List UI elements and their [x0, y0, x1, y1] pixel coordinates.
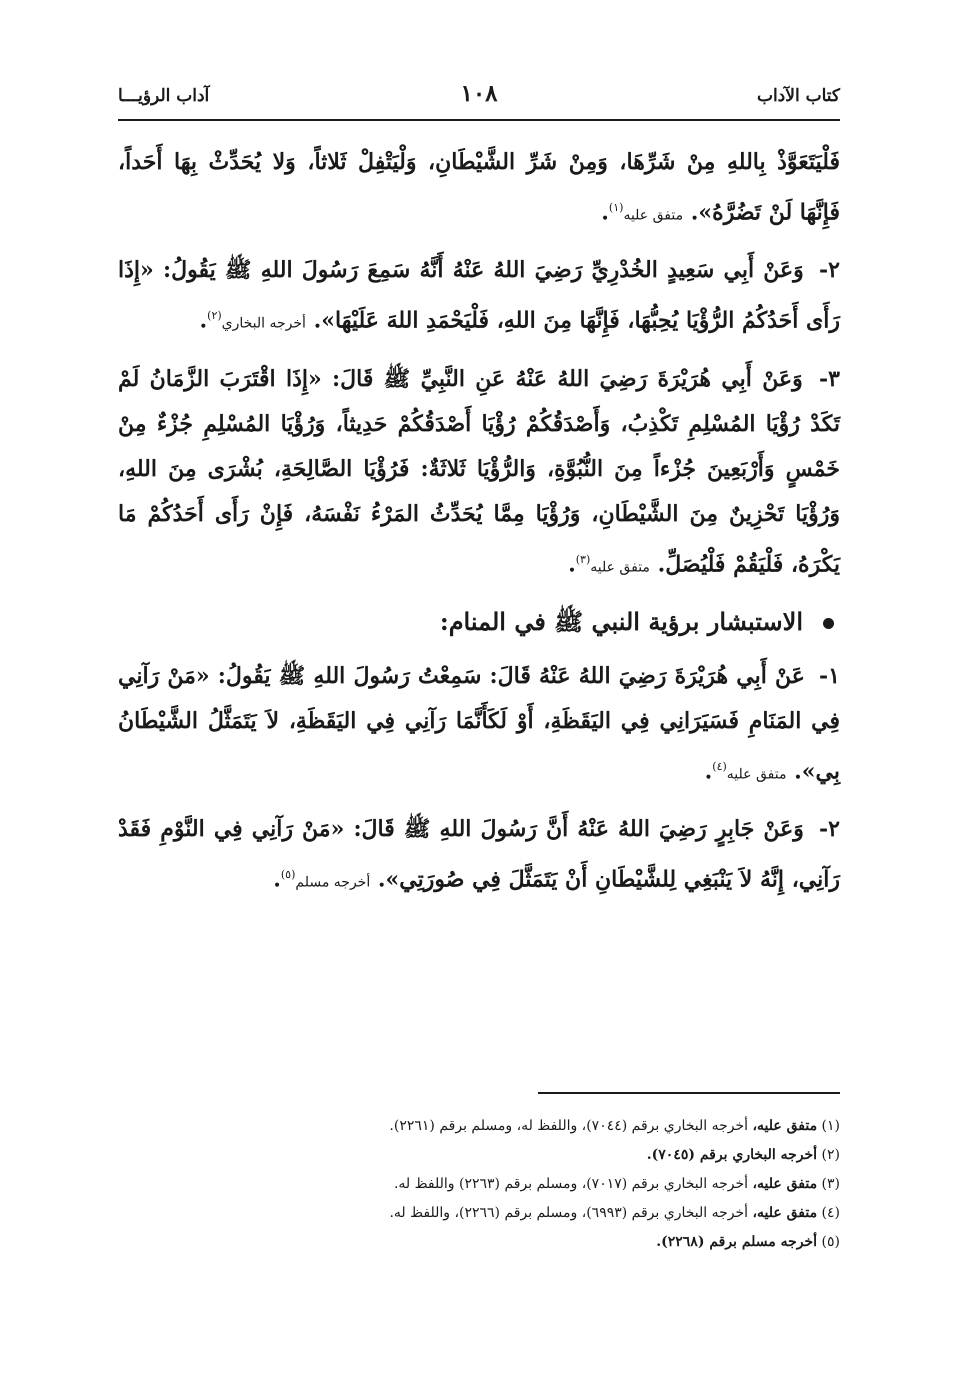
section-heading — [118, 600, 840, 644]
book-title: كتاب الآداب — [756, 86, 840, 106]
footnotes — [118, 1112, 840, 1257]
hadith-text: وَعَنْ جَابِرٍ رَضِيَ اللهُ عَنْهُ أَنَّ رَسُولَ اللهِ ﷺ قَالَ: «مَنْ رَآنِي فِي النَّوْمِ فَقَدْ رَآنِي، إِنَّهُ لاَ يَنْبَغِي لِلشَّيْطَانِ أَنْ يَتَمَثَّلَ فِي صُورَتِي». — [118, 816, 840, 893]
footnote-text: أخرجه البخاري برقم (٦٩٩٣)، ومسلم برقم (٢٢٦٦)، واللفظ له. — [389, 1205, 749, 1221]
footnote-label: متفق عليه، — [752, 1118, 818, 1134]
hadith-paragraph: فَلْيَتَعَوَّذْ بِاللهِ مِنْ شَرِّهَا، وَمِنْ شَرِّ الشَّيْطَانِ، وَلْيَتْفِلْ ثَلاثاً، وَلا يُحَدِّثْ بِهَا أَحَداً، فَإِنَّهَا لَنْ تَضُرَّهُ». متفق عليه$^{(١)}$. — [118, 149, 840, 226]
hadith-paragraph: ٢- وَعَنْ جَابِرٍ رَضِيَ اللهُ عَنْهُ أَنَّ رَسُولَ اللهِ ﷺ قَالَ: «مَنْ رَآنِي فِي النَّوْمِ فَقَدْ رَآنِي، إِنَّهُ لاَ يَنْبَغِي لِلشَّيْطَانِ أَنْ يَتَمَثَّلَ فِي صُورَتِي». أخرجه مسلم$^{(٥)}$. — [118, 816, 840, 893]
footnote-number: (١) — [821, 1118, 840, 1134]
hadith-paragraph: ٣- وَعَنْ أَبِي هُرَيْرَةَ رَضِيَ اللهُ عَنْهُ عَنِ النَّبِيِّ ﷺ قَالَ: «إِذَا اقْتَرَبَ الزَّمَانُ لَمْ تَكَدْ رُؤْيَا المُسْلِمِ تَكْذِبُ، وَأَصْدَقُكُمْ رُؤْيَا أَصْدَقُكُمْ حَدِيثاً، وَرُؤْيَا المُسْلِمِ جُزْءٌ مِنْ خَمْسٍ وَأَرْبَعِينَ جُزْءاً مِنَ النُّبُوَّةِ، وَالرُّؤْيَا ثَلاثَةٌ: فَرُؤْيَا الصَّالِحَةِ، بُشْرَى مِنَ اللهِ، وَرُؤْيَا تَحْزِينٌ مِنَ الشَّيْطَانِ، وَرُؤْيَا مِمَّا يُحَدِّثُ المَرْءُ نَفْسَهُ، فَإِنْ رَأَى أَحَدُكُمْ مَا يَكْرَهُ، فَلْيَقُمْ فَلْيُصَلِّ. متفق عليه$^{(٣)}$. — [118, 365, 840, 577]
hadith-paragraph: ٢- وَعَنْ أَبِي سَعِيدٍ الخُدْرِيِّ رَضِيَ اللهُ عَنْهُ أَنَّهُ سَمِعَ رَسُولَ اللهِ ﷺ يَقُولُ: «إِذَا رَأَى أَحَدُكُمُ الرُّؤْيَا يُحِبُّهَا، فَإِنَّهَا مِنَ اللهِ، فَلْيَحْمَدِ اللهَ عَلَيْهَا». أخرجه البخاري$^{(٢)}$. — [118, 257, 840, 334]
footnote — [118, 1199, 840, 1228]
footnote-number: (٣) — [821, 1176, 840, 1192]
footnote-text: أخرجه البخاري برقم (٧٠١٧)، ومسلم برقم (٢٢٦٣) واللفظ له. — [393, 1176, 749, 1192]
hadith-citation: أخرجه مسلم — [295, 874, 371, 891]
hadith-text: عَنْ أَبِي هُرَيْرَةَ رَضِيَ اللهُ عَنْهُ قَالَ: سَمِعْتُ رَسُولَ اللهِ ﷺ يَقُولُ: «مَنْ رَآنِي فِي المَنَامِ فَسَيَرَانِي فِي اليَقَظَةِ، أَوْ لَكَأَنَّمَا رَآنِي فِي اليَقَظَةِ، لاَ يَتَمَثَّلُ الشَّيْطَانُ بِي». — [118, 662, 840, 785]
hadith-citation: أخرجه البخاري — [221, 315, 306, 332]
footnote-number: (٤) — [821, 1205, 840, 1221]
footnote — [118, 1141, 840, 1170]
hadith-text: وَعَنْ أَبِي سَعِيدٍ الخُدْرِيِّ رَضِيَ اللهُ عَنْهُ أَنَّهُ سَمِعَ رَسُولَ اللهِ ﷺ يَقُولُ: «إِذَا رَأَى أَحَدُكُمُ الرُّؤْيَا يُحِبُّهَا، فَإِنَّهَا مِنَ اللهِ، فَلْيَحْمَدِ اللهَ عَلَيْهَا». — [118, 257, 840, 334]
footnote-ref: (٣) — [575, 552, 591, 566]
footnote-number: (٥) — [821, 1234, 840, 1250]
footnote-number: (٢) — [821, 1147, 840, 1163]
page-number: ١٠٨ — [460, 80, 498, 107]
footnote-ref: (٤) — [712, 759, 727, 773]
hadith-text: وَعَنْ أَبِي هُرَيْرَةَ رَضِيَ اللهُ عَنْهُ عَنِ النَّبِيِّ ﷺ قَالَ: «إِذَا اقْتَرَبَ الزَّمَانُ لَمْ تَكَدْ رُؤْيَا المُسْلِمِ تَكْذِبُ، وَأَصْدَقُكُمْ رُؤْيَا أَصْدَقُكُمْ حَدِيثاً، وَرُؤْيَا المُسْلِمِ جُزْءٌ مِنْ خَمْسٍ وَأَرْبَعِينَ جُزْءاً مِنَ النُّبُوَّةِ، وَالرُّؤْيَا ثَلاثَةٌ: فَرُؤْيَا الصَّالِحَةِ، بُشْرَى مِنَ اللهِ، وَرُؤْيَا تَحْزِينٌ مِنَ الشَّيْطَانِ، وَرُؤْيَا مِمَّا يُحَدِّثُ المَرْءُ نَفْسَهُ، فَإِنْ رَأَى أَحَدُكُمْ مَا يَكْرَهُ، فَلْيَقُمْ فَلْيُصَلِّ. — [118, 365, 840, 577]
hadith-text: فَلْيَتَعَوَّذْ بِاللهِ مِنْ شَرِّهَا، وَمِنْ شَرِّ الشَّيْطَانِ، وَلْيَتْفِلْ ثَلاثاً، وَلا يُحَدِّثْ بِهَا أَحَداً، فَإِنَّهَا لَنْ تَضُرَّهُ». — [118, 149, 840, 226]
footnote-ref: (١) — [608, 201, 624, 214]
footnote — [118, 1112, 840, 1141]
hadith-number: ٣- — [819, 365, 840, 392]
footnote-ref: (٥) — [280, 868, 296, 882]
main-text — [118, 140, 840, 916]
footnote-text: أخرجه البخاري برقم (٧٠٤٤)، واللفظ له، ومسلم برقم (٢٢٦١). — [389, 1118, 749, 1134]
footnote-label: متفق عليه، — [752, 1205, 818, 1221]
hadith-citation: متفق عليه — [623, 207, 684, 224]
footnote-rule — [538, 1092, 840, 1094]
footnote-label: أخرجه البخاري برقم (٧٠٤٥). — [646, 1147, 818, 1163]
hadith-paragraph: ١- عَنْ أَبِي هُرَيْرَةَ رَضِيَ اللهُ عَنْهُ قَالَ: سَمِعْتُ رَسُولَ اللهِ ﷺ يَقُولُ: «مَنْ رَآنِي فِي المَنَامِ فَسَيَرَانِي فِي اليَقَظَةِ، أَوْ لَكَأَنَّمَا رَآنِي فِي اليَقَظَةِ، لاَ يَتَمَثَّلُ الشَّيْطَانُ بِي». متفق عليه$^{(٤)}$. — [118, 662, 840, 785]
footnote-ref: (٢) — [207, 309, 222, 323]
header-rule — [118, 119, 840, 121]
hadith-number: ١- — [819, 662, 840, 689]
hadith-number: ٢- — [819, 816, 840, 843]
footnote — [118, 1228, 840, 1257]
hadith-number: ٢- — [819, 257, 840, 284]
footnote-label: متفق عليه، — [752, 1176, 818, 1192]
footnote — [118, 1170, 840, 1199]
footnote-label: أخرجه مسلم برقم (٢٢٦٨). — [656, 1234, 818, 1250]
hadith-citation: متفق عليه — [726, 766, 787, 783]
hadith-citation: متفق عليه — [590, 558, 650, 575]
chapter-title: آداب الرؤيـــا — [118, 86, 210, 106]
bullet-icon — [823, 618, 834, 629]
section-title: الاستبشار برؤية النبي ﷺ في المنام: — [439, 606, 803, 636]
running-header — [118, 80, 840, 116]
